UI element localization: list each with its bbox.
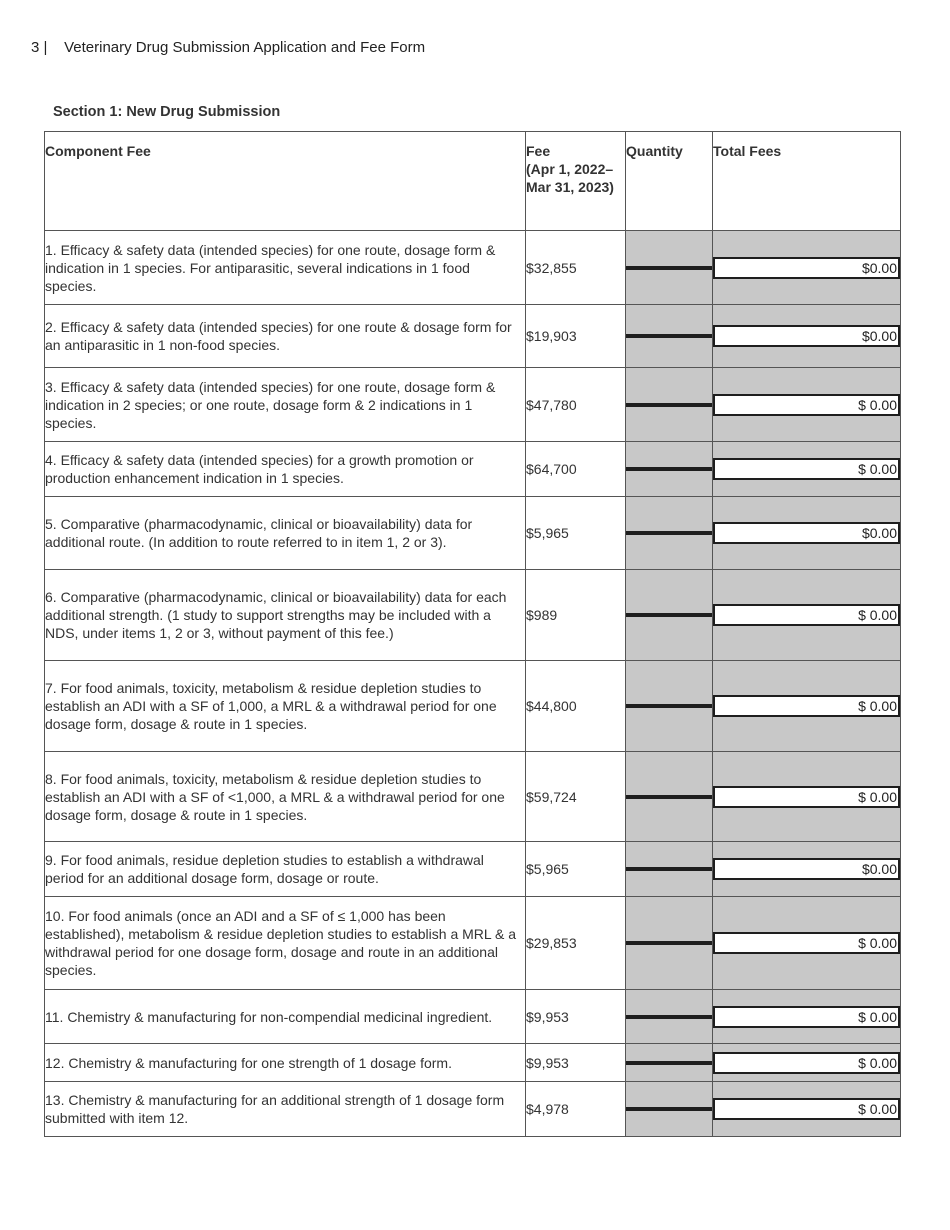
row-description: 8. For food animals, toxicity, metabolism & residue depletion studies to establish an ADI with a SF of <1,000, a MRL & a withdrawal period for one dosage form, dosage & route in 1 species.	[45, 752, 526, 842]
table-row	[45, 305, 901, 368]
total-fees-field[interactable]: $ 0.00	[713, 1098, 900, 1120]
row-description: 10. For food animals (once an ADI and a SF of ≤ 1,000 has been established), metabolism & residue depletion studies to establish a MRL & a withdrawal period for one dosage form, dosage and route in an additional species.	[45, 897, 526, 990]
quantity-input[interactable]	[626, 1107, 712, 1111]
total-fees-field[interactable]: $ 0.00	[713, 394, 900, 416]
total-cell	[713, 570, 901, 661]
page-number: 3	[31, 39, 40, 56]
table-row	[45, 897, 901, 990]
quantity-cell	[626, 231, 713, 305]
quantity-cell	[626, 752, 713, 842]
table-row	[45, 368, 901, 442]
header-component-fee: Component Fee	[45, 132, 526, 231]
total-cell	[713, 497, 901, 570]
total-cell	[713, 1044, 901, 1082]
section-title: Section 1: New Drug Submission	[53, 104, 281, 120]
quantity-input[interactable]	[626, 403, 712, 407]
quantity-input[interactable]	[626, 867, 712, 871]
quantity-cell	[626, 570, 713, 661]
quantity-input[interactable]	[626, 1015, 712, 1019]
quantity-cell	[626, 442, 713, 497]
quantity-input[interactable]	[626, 1061, 712, 1065]
row-fee: $4,978	[526, 1082, 626, 1137]
row-description: 12. Chemistry & manufacturing for one strength of 1 dosage form.	[45, 1044, 526, 1082]
table-row	[45, 842, 901, 897]
fee-table	[44, 131, 901, 1137]
total-fees-field[interactable]: $ 0.00	[713, 604, 900, 626]
row-fee: $5,965	[526, 497, 626, 570]
quantity-cell	[626, 368, 713, 442]
table-row	[45, 752, 901, 842]
row-fee: $989	[526, 570, 626, 661]
table-row	[45, 990, 901, 1044]
row-description: 5. Comparative (pharmacodynamic, clinical or bioavailability) data for additional route. (In addition to route referred to in item 1, 2 or 3).	[45, 497, 526, 570]
total-fees-field[interactable]: $0.00	[713, 858, 900, 880]
header-fee-line3: Mar 31, 2023)	[526, 179, 614, 195]
total-cell	[713, 842, 901, 897]
page-header	[31, 39, 425, 56]
row-description: 9. For food animals, residue depletion studies to establish a withdrawal period for an additional dosage form, dosage or route.	[45, 842, 526, 897]
header-total-fees: Total Fees	[713, 132, 901, 231]
total-cell	[713, 305, 901, 368]
total-cell	[713, 368, 901, 442]
row-description: 4. Efficacy & safety data (intended species) for a growth promotion or production enhancement indication in 1 species.	[45, 442, 526, 497]
table-row	[45, 1044, 901, 1082]
quantity-input[interactable]	[626, 334, 712, 338]
table-row	[45, 442, 901, 497]
quantity-cell	[626, 305, 713, 368]
quantity-input[interactable]	[626, 795, 712, 799]
quantity-cell	[626, 842, 713, 897]
table-header-row	[45, 132, 901, 231]
quantity-input[interactable]	[626, 704, 712, 708]
total-fees-field[interactable]: $0.00	[713, 257, 900, 279]
row-fee: $47,780	[526, 368, 626, 442]
row-fee: $64,700	[526, 442, 626, 497]
table-row	[45, 1082, 901, 1137]
quantity-input[interactable]	[626, 266, 712, 270]
table-row	[45, 497, 901, 570]
total-cell	[713, 897, 901, 990]
quantity-input[interactable]	[626, 531, 712, 535]
total-fees-field[interactable]: $ 0.00	[713, 695, 900, 717]
total-cell	[713, 1082, 901, 1137]
quantity-input[interactable]	[626, 467, 712, 471]
total-cell	[713, 231, 901, 305]
total-fees-field[interactable]: $ 0.00	[713, 1052, 900, 1074]
row-fee: $59,724	[526, 752, 626, 842]
row-description: 11. Chemistry & manufacturing for non-compendial medicinal ingredient.	[45, 990, 526, 1044]
document-title: Veterinary Drug Submission Application and Fee Form	[64, 39, 426, 56]
header-fee-line1: Fee	[526, 143, 551, 159]
total-fees-field[interactable]: $0.00	[713, 325, 900, 347]
quantity-input[interactable]	[626, 613, 712, 617]
row-description: 1. Efficacy & safety data (intended species) for one route, dosage form & indication in 1 species. For antiparasitic, several indications in 1 food species.	[45, 231, 526, 305]
total-fees-field[interactable]: $ 0.00	[713, 786, 900, 808]
row-description: 6. Comparative (pharmacodynamic, clinical or bioavailability) data for each additional strength. (1 study to support strengths may be included with a NDS, under items 1, 2 or 3, without payment of this fee.)	[45, 570, 526, 661]
quantity-input[interactable]	[626, 941, 712, 945]
quantity-cell	[626, 497, 713, 570]
quantity-cell	[626, 897, 713, 990]
quantity-cell	[626, 1082, 713, 1137]
row-description: 3. Efficacy & safety data (intended species) for one route, dosage form & indication in 2 species; or one route, dosage form & 2 indications in 1 species.	[45, 368, 526, 442]
row-fee: $19,903	[526, 305, 626, 368]
row-fee: $9,953	[526, 990, 626, 1044]
row-fee: $32,855	[526, 231, 626, 305]
total-fees-field[interactable]: $ 0.00	[713, 1006, 900, 1028]
table-row	[45, 570, 901, 661]
row-description: 13. Chemistry & manufacturing for an additional strength of 1 dosage form submitted with item 12.	[45, 1082, 526, 1137]
quantity-cell	[626, 990, 713, 1044]
row-fee: $9,953	[526, 1044, 626, 1082]
row-fee: $44,800	[526, 661, 626, 752]
total-cell	[713, 990, 901, 1044]
total-fees-field[interactable]: $0.00	[713, 522, 900, 544]
total-fees-field[interactable]: $ 0.00	[713, 932, 900, 954]
row-fee: $5,965	[526, 842, 626, 897]
table-row	[45, 231, 901, 305]
row-fee: $29,853	[526, 897, 626, 990]
total-cell	[713, 661, 901, 752]
row-description: 7. For food animals, toxicity, metabolism & residue depletion studies to establish an ADI with a SF of 1,000, a MRL & a withdrawal period for one dosage form, dosage & route in 1 species.	[45, 661, 526, 752]
table-row	[45, 661, 901, 752]
header-separator: |	[43, 39, 48, 56]
total-cell	[713, 752, 901, 842]
header-quantity: Quantity	[626, 132, 713, 231]
quantity-cell	[626, 1044, 713, 1082]
quantity-cell	[626, 661, 713, 752]
total-fees-field[interactable]: $ 0.00	[713, 458, 900, 480]
total-cell	[713, 442, 901, 497]
header-fee	[526, 132, 626, 231]
row-description: 2. Efficacy & safety data (intended species) for one route & dosage form for an antiparasitic in 1 non-food species.	[45, 305, 526, 368]
header-fee-line2: (Apr 1, 2022–	[526, 161, 614, 177]
